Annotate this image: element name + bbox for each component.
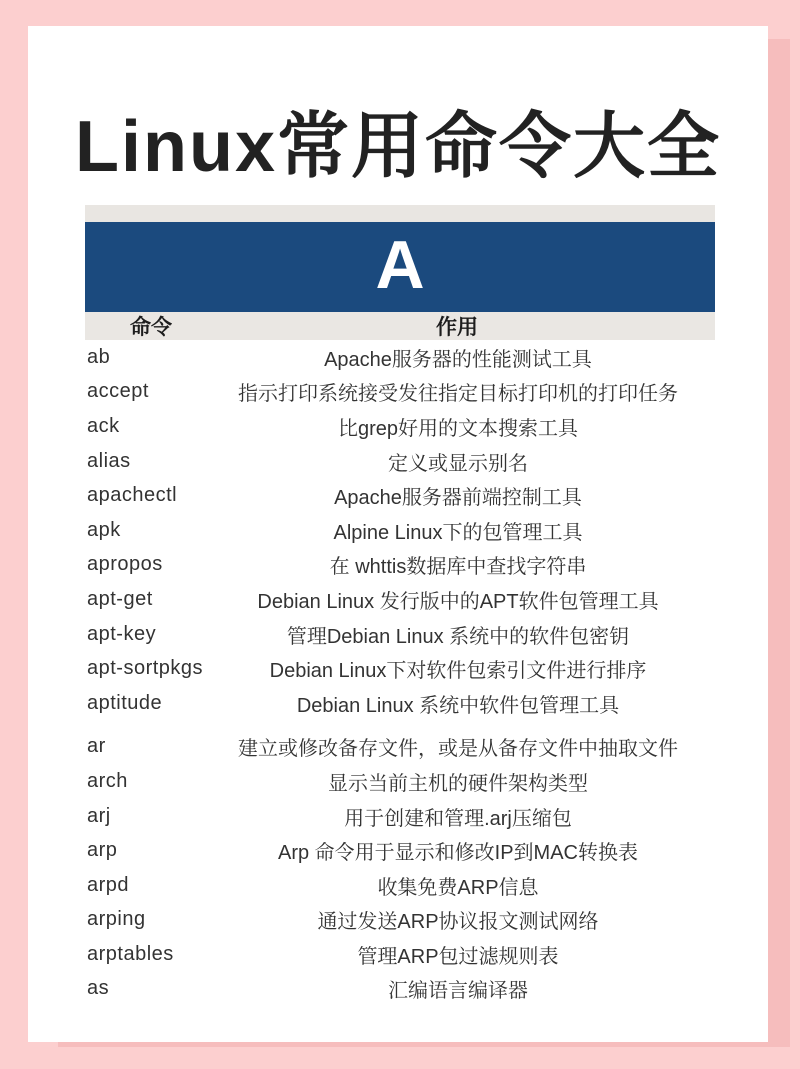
table-row [85,686,715,721]
command-description: 指示打印系统接受发往指定目标打印机的打印任务 [238,383,678,406]
page-title: Linux常用命令大全 [75,107,721,187]
command-description: 在 whttis数据库中查找字符串 [329,556,587,579]
command-name: ack [87,414,120,437]
table-row [85,340,715,375]
table-row [85,478,715,513]
table-row [85,375,715,410]
command-description: 用于创建和管理.arj压缩包 [344,807,572,830]
table-top-strip [85,205,715,222]
command-description: Debian Linux下对软件包索引文件进行排序 [269,660,647,683]
section-letter: A [375,227,425,303]
table-row [85,903,715,938]
command-table-body [85,340,715,1006]
command-description: 显示当前主机的硬件架构类型 [328,772,588,795]
command-name: apk [87,518,121,541]
table-row [85,582,715,617]
command-name: as [87,977,110,1000]
table-row [85,513,715,548]
table-row [85,409,715,444]
header-purpose: 作用 [436,316,478,339]
header-command: 命令 [130,316,172,339]
command-name: accept [87,380,149,403]
command-description: Arp 命令用于显示和修改IP到MAC转换表 [277,842,639,865]
command-name: arj [87,804,111,827]
command-description: Apache服务器的性能测试工具 [324,348,592,371]
table-row [85,972,715,1007]
command-name: apt-sortpkgs [87,657,204,680]
command-description: 比grep好用的文本搜索工具 [337,417,579,440]
command-name: apt-key [87,622,157,645]
command-description: 通过发送ARP协议报文测试网络 [317,911,599,934]
command-table [85,205,715,1006]
command-name: arptables [87,942,174,965]
command-description: 汇编语言编译器 [388,980,528,1003]
table-row [85,617,715,652]
table-row [85,833,715,868]
command-name: arp [87,839,118,862]
command-name: apachectl [87,484,178,507]
command-description: 定义或显示别名 [388,452,528,475]
command-name: arch [87,769,128,792]
poster-card [28,26,768,1042]
command-description: Debian Linux 系统中软件包管理工具 [296,694,620,717]
command-description: Debian Linux 发行版中的APT软件包管理工具 [257,590,659,613]
table-row [85,548,715,583]
command-description: Apache服务器前端控制工具 [334,487,582,510]
command-name: apt-get [87,587,153,610]
command-name: aptitude [87,691,163,714]
table-row [85,937,715,972]
table-row [85,764,715,799]
table-header-row [85,312,715,340]
command-name: ar [87,735,106,758]
command-description: 管理ARP包过滤规则表 [357,945,559,968]
table-row [85,799,715,834]
command-name: ab [87,345,111,368]
command-description: Alpine Linux下的包管理工具 [333,521,583,544]
command-name: arpd [87,873,130,896]
command-description: 收集免费ARP信息 [377,876,539,899]
command-name: alias [87,449,131,472]
command-name: apropos [87,553,163,576]
command-description: 管理Debian Linux 系统中的软件包密钥 [286,625,630,648]
table-row [85,868,715,903]
table-row [85,651,715,686]
command-description: 建立或修改备存文件，或是从备存文件中抽取文件 [238,738,678,761]
section-letter-banner [85,222,715,312]
command-name: arping [87,908,146,931]
table-row [85,444,715,479]
table-row [85,730,715,765]
